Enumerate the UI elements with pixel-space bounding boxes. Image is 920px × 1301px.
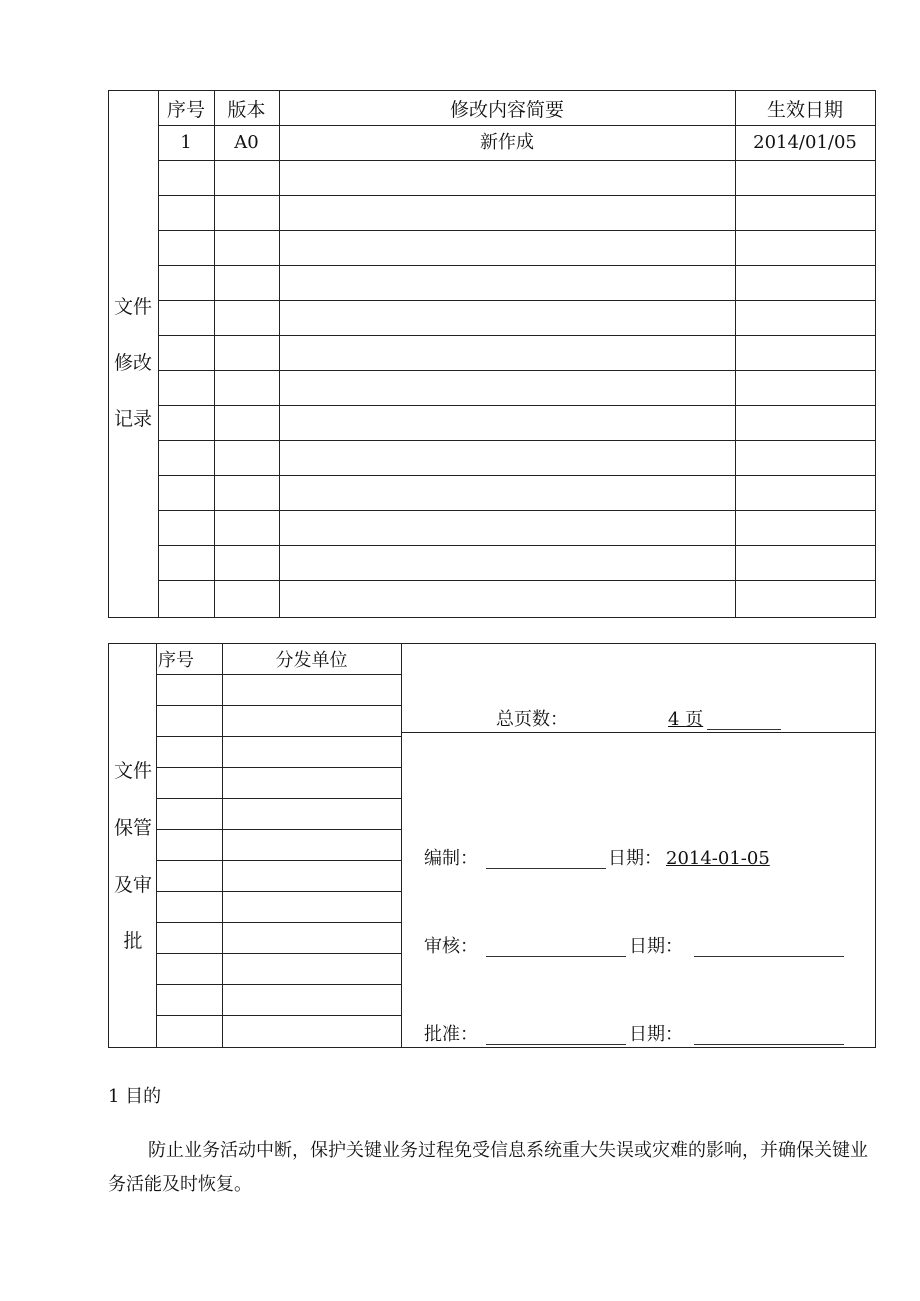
row-1-no: 1 — [180, 132, 192, 153]
header-summary: 修改内容简要 — [449, 99, 564, 121]
revision-side-label-3: 记录 — [113, 408, 152, 430]
approved-date-line[interactable] — [694, 1044, 844, 1045]
approval-side-label-4: 批 — [123, 930, 143, 952]
reviewed-date-label: 日期： — [629, 936, 683, 957]
prepared-label: 编制： — [424, 848, 478, 869]
prepared-date-label: 日期： — [608, 848, 662, 869]
header-date: 生效日期 — [766, 99, 843, 121]
approved-signature-line[interactable] — [486, 1044, 626, 1045]
prepared-date: 2014-01-05 — [666, 848, 770, 869]
revision-side-label-1: 文件 — [113, 296, 152, 318]
header-version: 版本 — [227, 99, 266, 121]
row-1-summary: 新作成 — [480, 132, 534, 153]
reviewed-date-line[interactable] — [694, 956, 844, 957]
approved-date-label: 日期： — [629, 1024, 683, 1045]
section-heading: 1 目的 — [108, 1086, 162, 1107]
row-1-version: A0 — [234, 132, 259, 153]
total-pages-label: 总页数： — [496, 709, 568, 730]
approval-side-label-1: 文件 — [113, 760, 152, 782]
dist-header-unit: 分发单位 — [275, 650, 348, 671]
dist-header-no: 序号 — [158, 650, 194, 671]
prepared-signature-line[interactable] — [486, 868, 606, 869]
row-1-date: 2014/01/05 — [753, 132, 857, 153]
approved-label: 批准： — [424, 1024, 478, 1045]
revision-side-label-2: 修改 — [113, 352, 152, 374]
total-pages-value: 4 页 — [668, 709, 704, 730]
reviewed-signature-line[interactable] — [486, 956, 626, 957]
approval-side-label-2: 保管 — [113, 817, 152, 839]
header-no: 序号 — [166, 99, 205, 121]
section-body: 防止业务活动中断，保护关键业务过程免受信息系统重大失误或灾难的影响，并确保关键业务活能及时恢复。 — [108, 1140, 868, 1195]
reviewed-label: 审核： — [424, 936, 478, 957]
approval-side-label-3: 及审 — [113, 874, 152, 896]
